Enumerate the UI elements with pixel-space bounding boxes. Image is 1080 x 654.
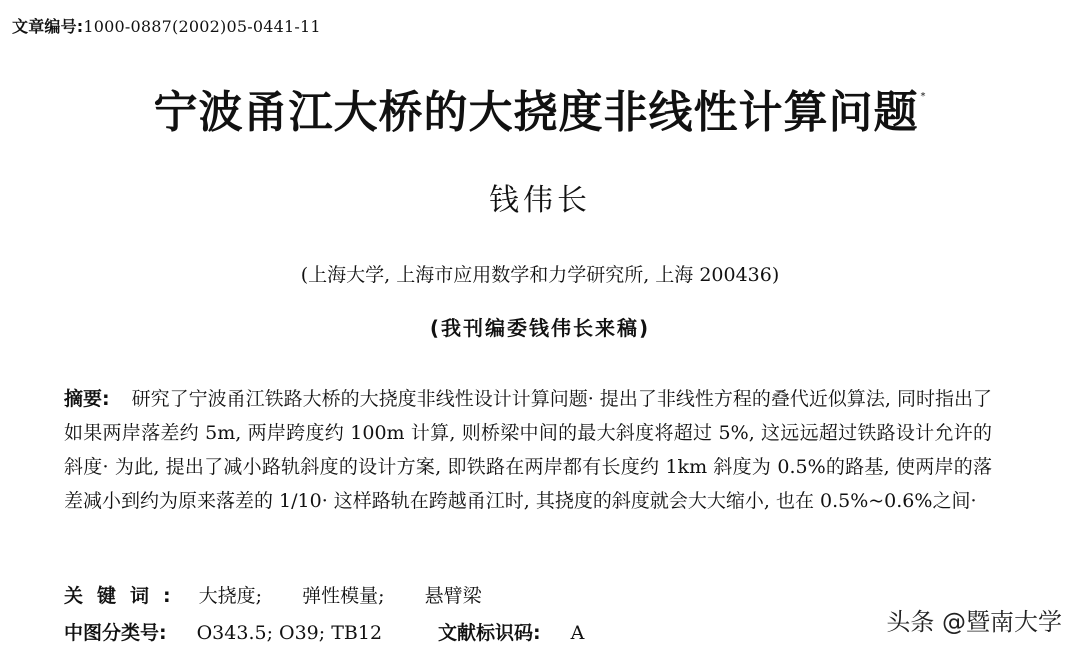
author-name: 钱伟长 [489,183,591,218]
article-number-value: 1000-0887(2002)05-0441-11 [83,17,321,36]
document-code-label: 文献标识码: [438,622,541,644]
clc-value: O343.5; O39; TB12 [196,622,383,644]
keywords-label: 关键词: [64,585,185,607]
paper-title-text: 宁波甬江大桥的大挠度非线性计算问题 [153,87,919,138]
keywords [64,581,516,608]
document-code-value: A [570,622,585,644]
watermark: 头条 @暨南大学 [886,608,1062,636]
clc-label: 中图分类号: [64,622,167,644]
classification-line [64,618,584,645]
abstract-label: 摘要: [64,388,110,410]
paper-title [0,76,1080,140]
keyword-item: 悬臂梁 [424,585,482,607]
submission-note: (我刊编委钱伟长来稿) [429,316,651,340]
article-number-label: 文章编号: [12,17,84,36]
title-footnote-mark: * [920,91,927,102]
article-number [12,14,321,37]
abstract [64,382,992,518]
keyword-item: 弹性模量; [302,585,385,607]
keyword-item: 大挠度; [198,585,263,607]
author-affiliation: (上海大学, 上海市应用数学和力学研究所, 上海 200436) [300,264,780,286]
abstract-text: 研究了宁波甬江铁路大桥的大挠度非线性设计计算问题· 提出了非线性方程的叠代近似算法, 同时指出了如果两岸落差约 5m, 两岸跨度约 100m 计算, 则桥梁中间的最大斜度将超过 5%, 这远远超过铁路设计允许的斜度· 为此, 提出了减小路轨斜度的设计方案, 即铁路在两岸都有长度约 1km 斜度为 0.5%的路基, 使两岸的落差减小到约为原来落差的 1/10· 这样路轨在跨越甬江时, 其挠度的斜度就会大大缩小, 也在 0.5%~0.6%之间· [64,388,992,512]
